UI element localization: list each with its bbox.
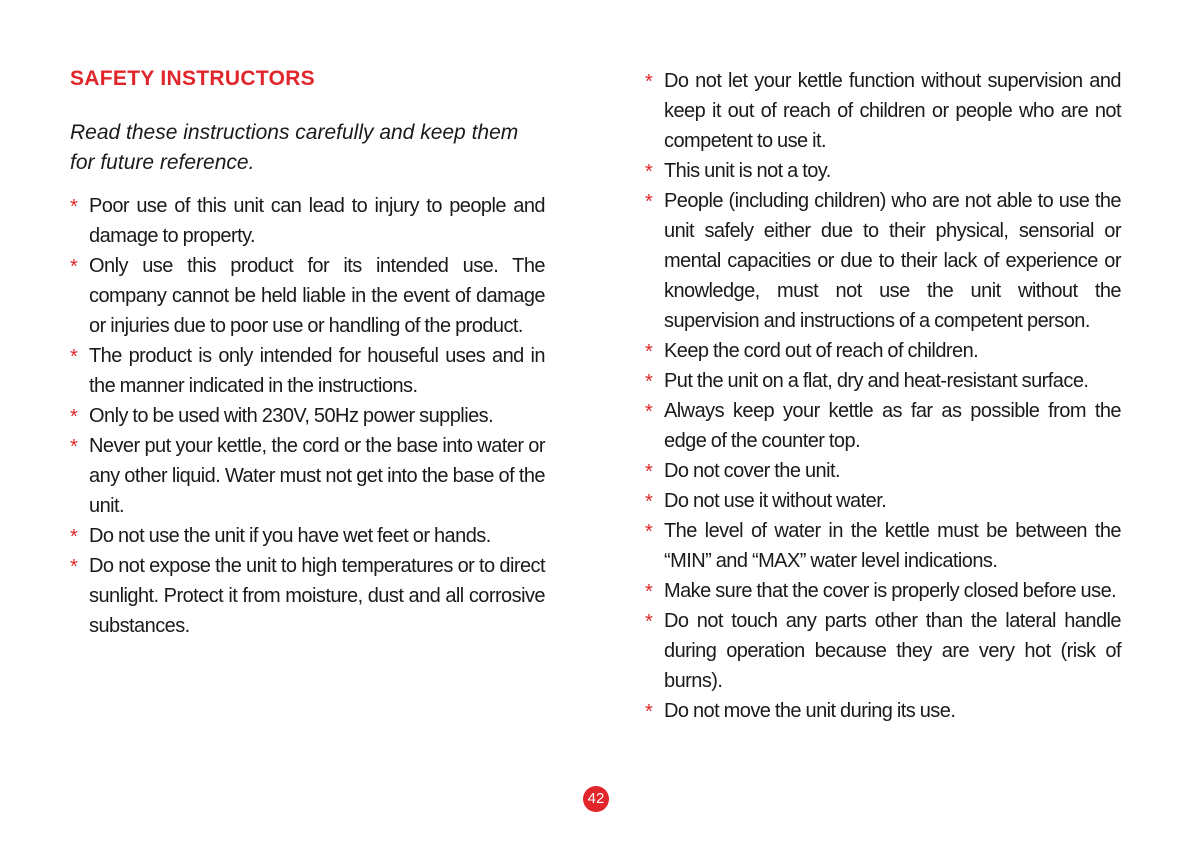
list-item-text: Do not cover the unit. bbox=[664, 460, 841, 482]
list-item bbox=[645, 456, 1121, 486]
list-item-text: Do not expose the unit to high temperatures or to direct sunlight. Protect it from moisture, dust and all corrosive substances. bbox=[89, 555, 545, 637]
asterisk-bullet-icon: * bbox=[645, 701, 653, 723]
list-item bbox=[645, 576, 1121, 606]
asterisk-bullet-icon: * bbox=[70, 406, 78, 428]
list-item bbox=[645, 366, 1121, 396]
list-item bbox=[70, 551, 545, 641]
list-item bbox=[645, 486, 1121, 516]
asterisk-bullet-icon: * bbox=[645, 491, 653, 513]
asterisk-bullet-icon: * bbox=[70, 256, 78, 278]
list-item-text: Do not use it without water. bbox=[664, 490, 887, 512]
list-item bbox=[70, 401, 545, 431]
list-item-text: Do not move the unit during its use. bbox=[664, 700, 956, 722]
list-item bbox=[645, 396, 1121, 456]
list-item-text: People (including children) who are not able to use the unit safely either due to their physical, sensorial or mental capacities or due to their lack of experience or knowledge, must not use the unit without the supervision and instructions of a competent person. bbox=[664, 190, 1121, 332]
list-item-text: Do not touch any parts other than the lateral handle during operation because they are very hot (risk of burns). bbox=[664, 610, 1121, 692]
list-item bbox=[70, 251, 545, 341]
asterisk-bullet-icon: * bbox=[645, 461, 653, 483]
list-item bbox=[645, 696, 1121, 726]
asterisk-bullet-icon: * bbox=[645, 581, 653, 603]
list-item-text: This unit is not a toy. bbox=[664, 160, 831, 182]
list-item bbox=[70, 191, 545, 251]
asterisk-bullet-icon: * bbox=[645, 521, 653, 543]
right-instruction-list bbox=[645, 66, 1121, 726]
list-item-text: Only to be used with 230V, 50Hz power supplies. bbox=[89, 405, 494, 427]
list-item-text: The product is only intended for houseful uses and in the manner indicated in the instructions. bbox=[89, 345, 545, 397]
list-item bbox=[645, 606, 1121, 696]
list-item-text: Make sure that the cover is properly closed before use. bbox=[664, 580, 1117, 602]
list-item-text: The level of water in the kettle must be between the “MIN” and “MAX” water level indications. bbox=[664, 520, 1121, 572]
list-item-text: Do not use the unit if you have wet feet or hands. bbox=[89, 525, 491, 547]
list-item bbox=[645, 156, 1121, 186]
asterisk-bullet-icon: * bbox=[645, 191, 653, 213]
left-instruction-list bbox=[70, 191, 545, 641]
list-item bbox=[70, 341, 545, 401]
list-item-text: Only use this product for its intended use. The company cannot be held liable in the event of damage or injuries due to poor use or handling of the product. bbox=[89, 255, 545, 337]
list-item bbox=[645, 336, 1121, 366]
list-item-text: Poor use of this unit can lead to injury to people and damage to property. bbox=[89, 195, 545, 247]
list-item bbox=[70, 521, 545, 551]
asterisk-bullet-icon: * bbox=[645, 341, 653, 363]
list-item bbox=[645, 516, 1121, 576]
asterisk-bullet-icon: * bbox=[70, 556, 78, 578]
list-item-text: Always keep your kettle as far as possible from the edge of the counter top. bbox=[664, 400, 1121, 452]
asterisk-bullet-icon: * bbox=[645, 611, 653, 633]
list-item bbox=[645, 66, 1121, 156]
page-title: SAFETY INSTRUCTORS bbox=[70, 67, 315, 90]
asterisk-bullet-icon: * bbox=[70, 196, 78, 218]
list-item-text: Never put your kettle, the cord or the base into water or any other liquid. Water must not get into the base of the unit. bbox=[89, 435, 545, 517]
list-item bbox=[70, 431, 545, 521]
asterisk-bullet-icon: * bbox=[645, 371, 653, 393]
list-item-text: Put the unit on a flat, dry and heat-resistant surface. bbox=[664, 370, 1089, 392]
list-item-text: Keep the cord out of reach of children. bbox=[664, 340, 979, 362]
asterisk-bullet-icon: * bbox=[645, 161, 653, 183]
asterisk-bullet-icon: * bbox=[645, 401, 653, 423]
asterisk-bullet-icon: * bbox=[645, 71, 653, 93]
list-item-text: Do not let your kettle function without supervision and keep it out of reach of children or people who are not competent to use it. bbox=[664, 70, 1121, 152]
intro-text: Read these instructions carefully and keep them for future reference. bbox=[70, 121, 519, 174]
list-item bbox=[645, 186, 1121, 336]
asterisk-bullet-icon: * bbox=[70, 436, 78, 458]
page-number-badge: 42 bbox=[583, 786, 609, 812]
asterisk-bullet-icon: * bbox=[70, 526, 78, 548]
asterisk-bullet-icon: * bbox=[70, 346, 78, 368]
